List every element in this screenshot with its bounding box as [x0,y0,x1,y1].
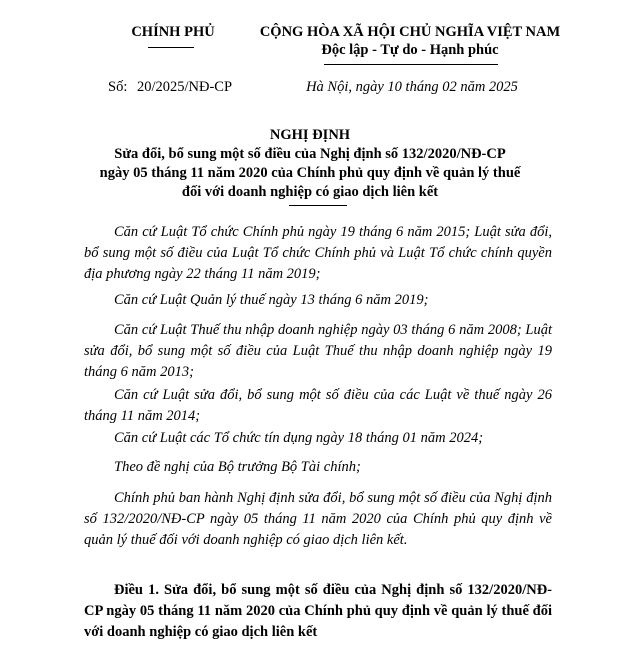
preamble-paragraph: Căn cứ Luật Tổ chức Chính phủ ngày 19 tháng 6 năm 2015; Luật sửa đổi, bổ sung một số điều của Luật Tổ chức Chính phủ và Luật Tổ chức chính quyền địa phương ngày 22 tháng 11 năm 2019; [84,224,552,282]
nation-name: CỘNG HÒA XÃ HỘI CHỦ NGHĨA VIỆT NAM [259,24,561,40]
title-line-2: ngày 05 tháng 11 năm 2020 của Chính phủ quy định về quản lý thuế [99,165,521,181]
preamble-paragraph: Theo đề nghị của Bộ trưởng Bộ Tài chính; [114,459,361,475]
preamble-paragraph: Căn cứ Luật sửa đổi, bổ sung một số điều của các Luật về thuế ngày 26 tháng 11 năm 2014; [84,387,552,424]
article-1-heading: Điều 1. Sửa đổi, bổ sung một số điều của Nghị định số 132/2020/NĐ-CP ngày 05 tháng 11 năm 2020 của Chính phủ quy định về quản lý thuế đối với doanh nghiệp có giao dịch liên kết [84,582,552,640]
title-line-1: Sửa đổi, bổ sung một số điều của Nghị định số 132/2020/NĐ-CP [114,146,506,162]
national-motto: Độc lập - Tự do - Hạnh phúc [321,42,499,58]
enactment-paragraph: Chính phủ ban hành Nghị định sửa đổi, bổ sung một số điều của Nghị định số 132/2020/NĐ-CP ngày 05 tháng 11 năm 2020 của Chính phủ quy định về quản lý thuế đối với doanh nghiệp có giao dịch liên kết. [84,490,552,548]
title-line-3: đối với doanh nghiệp có giao dịch liên kết [181,184,439,200]
motto-underline [324,64,498,65]
preamble-paragraph: Căn cứ Luật Quản lý thuế ngày 13 tháng 6 năm 2019; [114,292,429,308]
number-value: 20/2025/NĐ-CP [136,79,233,95]
issuer-name: CHÍNH PHỦ [131,24,215,40]
place-date: Hà Nội, ngày 10 tháng 02 năm 2025 [306,79,518,95]
issuer-underline [148,47,194,48]
number-label: Số: [108,79,128,95]
document-type: NGHỊ ĐỊNH [269,127,351,143]
title-underline [289,205,347,206]
preamble-paragraph: Căn cứ Luật các Tổ chức tín dụng ngày 18 tháng 01 năm 2024; [114,430,484,446]
preamble-paragraph: Căn cứ Luật Thuế thu nhập doanh nghiệp ngày 03 tháng 6 năm 2008; Luật sửa đổi, bổ sung một số điều của Luật Thuế thu nhập doanh nghiệp ngày 19 tháng 6 năm 2013; [84,322,552,380]
document-number [108,79,232,96]
